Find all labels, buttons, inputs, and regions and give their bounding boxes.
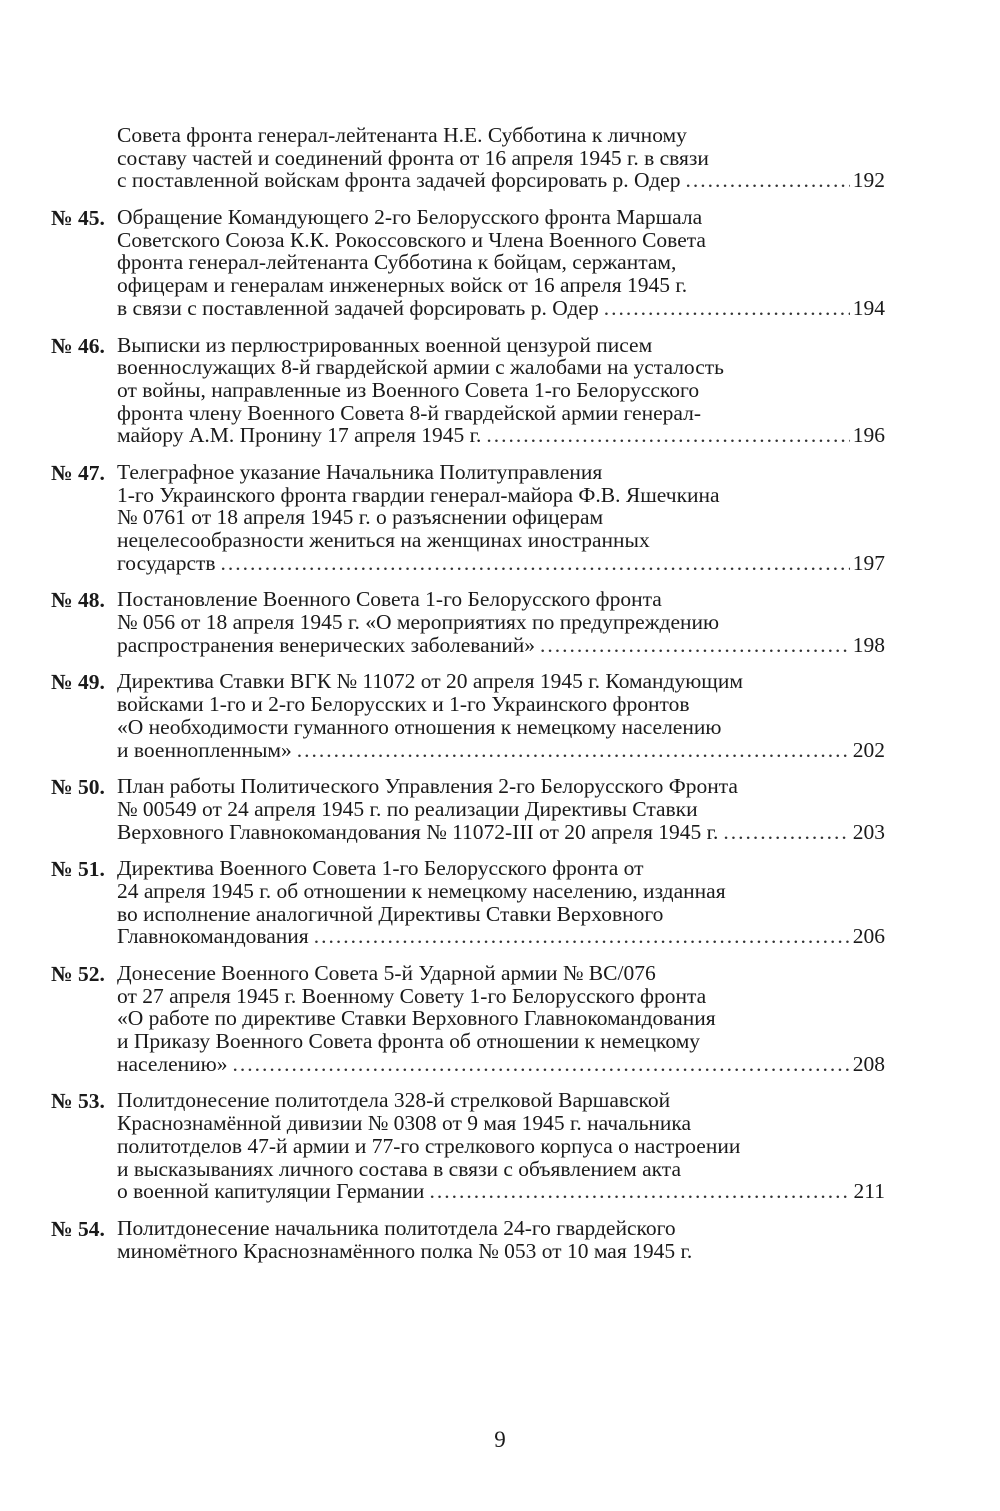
entry-body <box>117 857 885 948</box>
entry-line: офицерам и генералам инженерных войск от 16 апреля 1945 г. <box>117 273 688 298</box>
toc-entry <box>51 775 885 843</box>
entry-line: военнослужащих 8-й гвардейской армии с жалобами на усталость <box>117 355 724 380</box>
entry-last-line <box>117 169 885 192</box>
entry-number: № 49. <box>51 670 105 695</box>
entry-line: Телеграфное указание Начальника Политуправления <box>117 459 603 484</box>
entry-line: распространения венерических заболеваний» <box>117 632 535 657</box>
entry-line: фронта члену Военного Совета 8-й гвардейской армии генерал- <box>117 400 701 425</box>
entry-line: № 0761 от 18 апреля 1945 г. о разъяснении офицерам <box>117 505 604 530</box>
entry-last-line <box>117 821 885 844</box>
entry-line: о военной капитуляции Германии <box>117 1179 425 1204</box>
entry-body <box>117 206 885 319</box>
entry-number: № 47. <box>51 460 105 485</box>
entry-number: № 46. <box>51 333 105 358</box>
entry-line: План работы Политического Управления 2-го Белорусского Фронта <box>117 774 738 799</box>
entry-line: составу частей и соединений фронта от 16 апреля 1945 г. в связи <box>117 145 709 170</box>
entry-last-line <box>117 1180 885 1203</box>
toc-entry <box>51 334 885 447</box>
entry-body <box>117 334 885 447</box>
entry-line: Директива Военного Совета 1-го Белорусского фронта от <box>117 856 644 881</box>
entry-page-number: 194 <box>852 295 885 320</box>
entry-page-number: 203 <box>852 819 885 844</box>
dot-leader <box>429 1180 850 1203</box>
entry-line: № 00549 от 24 апреля 1945 г. по реализации Директивы Ставки <box>117 796 698 821</box>
toc-entry <box>51 588 885 656</box>
toc-entry <box>51 1217 885 1262</box>
table-of-contents <box>51 124 885 1276</box>
entry-line: Выписки из перлюстрированных военной цензурой писем <box>117 332 653 357</box>
entry-body <box>117 775 885 843</box>
entry-line: Краснознамённой дивизии № 0308 от 9 мая 1945 г. начальника <box>117 1111 692 1136</box>
entry-last-line <box>117 1053 885 1076</box>
entry-line: с поставленной войскам фронта задачей форсировать р. Одер <box>117 168 681 193</box>
toc-entry <box>51 461 885 574</box>
dot-leader <box>297 739 850 762</box>
dot-leader <box>486 424 849 447</box>
entry-last-line <box>117 297 885 320</box>
entry-number: № 48. <box>51 588 105 613</box>
entry-line: от 27 апреля 1945 г. Военному Совету 1-го Белорусского фронта <box>117 983 707 1008</box>
entry-line: миномётного Краснознамённого полка № 053 от 10 мая 1945 г. <box>117 1238 693 1263</box>
entry-body <box>117 962 885 1075</box>
entry-page-number: 192 <box>852 168 885 193</box>
entry-page-number: 198 <box>852 632 885 657</box>
entry-number: № 50. <box>51 775 105 800</box>
entry-line: и Приказу Военного Совета фронта об отношении к немецкому <box>117 1029 701 1054</box>
entry-line: войсками 1-го и 2-го Белорусских и 1-го Украинского фронтов <box>117 692 690 717</box>
entry-line: Советского Союза К.К. Рокоссовского и Члена Военного Совета <box>117 227 706 252</box>
entry-last-line <box>117 634 885 657</box>
toc-entry-continuation <box>51 124 885 192</box>
toc-entry <box>51 1089 885 1202</box>
entry-number: № 45. <box>51 206 105 231</box>
entry-line: во исполнение аналогичной Директивы Ставки Верховного <box>117 901 664 926</box>
entry-line: майору А.М. Пронину 17 апреля 1945 г. <box>117 423 482 448</box>
entry-line: населению» <box>117 1051 228 1076</box>
entry-page-number: 211 <box>853 1179 885 1204</box>
entry-last-line <box>117 552 885 575</box>
entry-page-number: 196 <box>852 423 885 448</box>
entry-line: и военнопленным» <box>117 737 292 762</box>
entry-page-number: 206 <box>852 924 885 949</box>
entry-line: № 056 от 18 апреля 1945 г. «О мероприятиях по предупреждению <box>117 610 720 635</box>
entry-last-line <box>117 739 885 762</box>
entry-body <box>117 1217 885 1262</box>
page-number: 9 <box>494 1427 506 1452</box>
dot-leader <box>233 1053 850 1076</box>
entry-line: Главнокомандования <box>117 924 309 949</box>
entry-body <box>117 588 885 656</box>
entry-line: Политдонесение политотдела 328-й стрелковой Варшавской <box>117 1088 671 1113</box>
toc-entry <box>51 670 885 761</box>
dot-leader <box>604 297 850 320</box>
entry-last-line <box>117 925 885 948</box>
entry-line: 24 апреля 1945 г. об отношении к немецкому населению, изданная <box>117 878 726 903</box>
entry-body <box>117 1089 885 1202</box>
entry-line: в связи с поставленной задачей форсировать р. Одер <box>117 295 599 320</box>
toc-entry <box>51 857 885 948</box>
entry-page-number: 202 <box>852 737 885 762</box>
entry-line: Верховного Главнокомандования № 11072-III от 20 апреля 1945 г. <box>117 819 719 844</box>
dot-leader <box>314 925 850 948</box>
entry-line: Обращение Командующего 2-го Белорусского фронта Маршала <box>117 205 703 230</box>
entry-line: Политдонесение начальника политотдела 24-го гвардейского <box>117 1215 676 1240</box>
toc-entry <box>51 206 885 319</box>
entry-line: «О работе по директиве Ставки Верховного Главнокомандования <box>117 1006 716 1031</box>
entry-line: Постановление Военного Совета 1-го Белорусского фронта <box>117 587 662 612</box>
entry-body <box>117 670 885 761</box>
dot-leader <box>723 821 849 844</box>
entry-line: Донесение Военного Совета 5-й Ударной армии № ВС/076 <box>117 961 656 985</box>
entry-line: фронта генерал-лейтенанта Субботина к бойцам, сержантам, <box>117 250 677 275</box>
entry-line: 1-го Украинского фронта гвардии генерал-майора Ф.В. Яшечкина <box>117 482 720 507</box>
entry-line: «О необходимости гуманного отношения к немецкому населению <box>117 714 722 739</box>
entry-number: № 53. <box>51 1089 105 1114</box>
entry-number: № 51. <box>51 857 105 882</box>
entry-line: от войны, направленные из Военного Совета 1-го Белорусского <box>117 377 700 402</box>
entry-number: № 52. <box>51 962 105 986</box>
entry-line: государств <box>117 550 216 575</box>
dot-leader <box>540 634 850 657</box>
entry-number: № 54. <box>51 1216 105 1241</box>
toc-entry <box>51 962 885 1075</box>
entry-body <box>117 124 885 192</box>
entry-page-number: 197 <box>852 550 885 575</box>
entry-last-line <box>117 424 885 447</box>
entry-page-number: 208 <box>852 1051 885 1076</box>
entry-line: Совета фронта генерал-лейтенанта Н.Е. Субботина к личному <box>117 123 687 147</box>
dot-leader <box>685 169 849 192</box>
entry-line: нецелесообразности жениться на женщинах иностранных <box>117 528 650 552</box>
entry-line: и высказываниях личного состава в связи с объявлением акта <box>117 1156 681 1181</box>
entry-line: Директива Ставки ВГК № 11072 от 20 апреля 1945 г. Командующим <box>117 669 743 694</box>
entry-line: политотделов 47-й армии и 77-го стрелкового корпуса о настроении <box>117 1133 741 1158</box>
dot-leader <box>221 552 850 575</box>
entry-body <box>117 461 885 574</box>
